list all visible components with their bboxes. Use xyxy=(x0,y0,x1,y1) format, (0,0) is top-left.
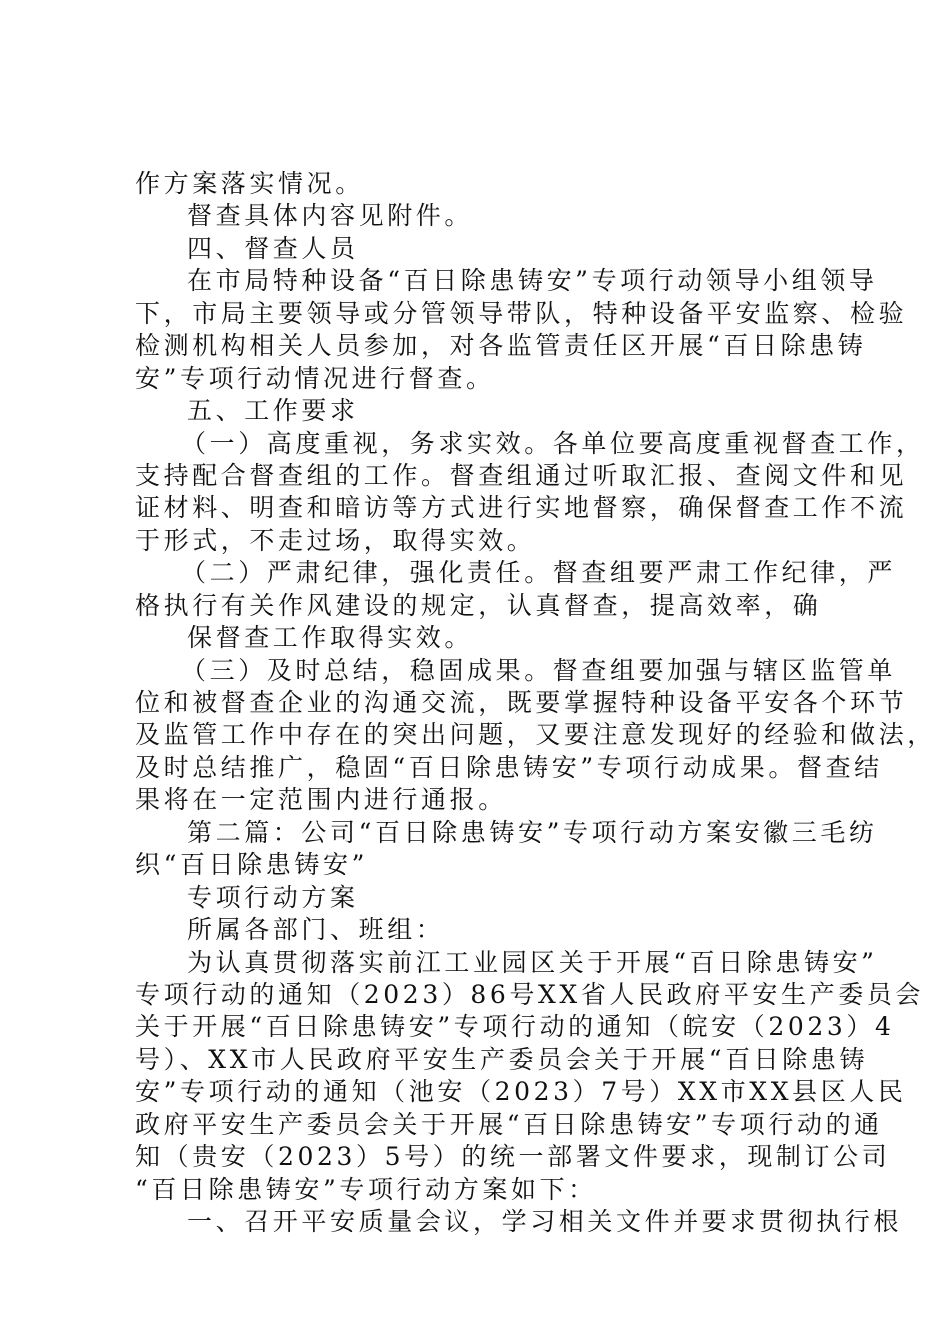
paragraph-line: 在市局特种设备“百日除患铸安”专项行动领导小组领导 xyxy=(187,266,878,296)
paragraph-line: 及监管工作中存在的突出问题，又要注意发现好的经验和做法， xyxy=(135,720,936,750)
section-heading: 五、工作要求 xyxy=(187,396,359,426)
paragraph-line: 下，市局主要领导或分管领导带队，特种设备平安监察、检验 xyxy=(135,298,908,328)
paragraph-line: 关于开展“百日除患铸安”专项行动的通知（皖安（2023）4 xyxy=(135,1012,895,1042)
paragraph-line: 知（贵安（2023）5号）的统一部署文件要求，现制订公司 xyxy=(135,1142,891,1172)
paragraph-line: 保督查工作取得实效。 xyxy=(187,623,474,653)
paragraph-line: “百日除患铸安”专项行动方案如下： xyxy=(135,1174,597,1204)
paragraph-line: （三）及时总结，稳固成果。督查组要加强与辖区监管单 xyxy=(181,655,897,685)
paragraph-line: 格执行有关作风建设的规定，认真督查，提高效率，确 xyxy=(135,590,822,620)
chapter-title: 第二篇：公司“百日除患铸安”专项行动方案安徽三毛纺 xyxy=(187,817,878,847)
paragraph-line: 检测机构相关人员参加，对各监管责任区开展“百日除患铸 xyxy=(135,331,867,361)
paragraph-line: 政府平安生产委员会关于开展“百日除患铸安”专项行动的通 xyxy=(135,1109,883,1139)
paragraph-line: （一）高度重视，务求实效。各单位要高度重视督查工作， xyxy=(181,428,925,458)
paragraph-line: 证材料、明查和暗访等方式进行实地督察，确保督查工作不流 xyxy=(135,493,908,523)
paragraph-line: 果将在一定范围内进行通报。 xyxy=(135,785,507,815)
paragraph-line: 安”专项行动的通知（池安（2023）7号）XX市XX县区人民 xyxy=(135,1077,907,1107)
chapter-title: 织“百日除患铸安” xyxy=(135,850,368,880)
document-body xyxy=(135,168,936,1238)
salutation: 所属各部门、班组： xyxy=(187,915,445,945)
paragraph-line: 支持配合督查组的工作。督查组通过听取汇报、查阅文件和见 xyxy=(135,460,908,490)
paragraph-line: 专项行动的通知（2023）86号XX省人民政府平安生产委员会 xyxy=(135,979,925,1009)
paragraph-line: 为认真贯彻落实前江工业园区关于开展“百日除患铸安” xyxy=(187,947,878,977)
chapter-title: 专项行动方案 xyxy=(187,882,359,912)
paragraph-line: 号）、XX市人民政府平安生产委员会关于开展“百日除患铸 xyxy=(135,1044,869,1074)
paragraph-line: 作方案落实情况。 xyxy=(135,169,364,198)
paragraph-line: 位和被督查企业的沟通交流，既要掌握特种设备平安各个环节 xyxy=(135,688,908,717)
paragraph-line: （二）严肃纪律，强化责任。督查组要严肃工作纪律，严 xyxy=(181,558,897,588)
section-heading: 四、督查人员 xyxy=(187,233,359,263)
paragraph-line: 于形式，不走过场，取得实效。 xyxy=(135,525,536,555)
paragraph-line: 安”专项行动情况进行督查。 xyxy=(135,363,495,393)
paragraph-line: 及时总结推广，稳固“百日除患铸安”专项行动成果。督查结 xyxy=(135,752,883,782)
paragraph-line: 督查具体内容见附件。 xyxy=(187,201,474,231)
section-heading: 一、召开平安质量会议，学习相关文件并要求贯彻执行根 xyxy=(187,1207,903,1236)
